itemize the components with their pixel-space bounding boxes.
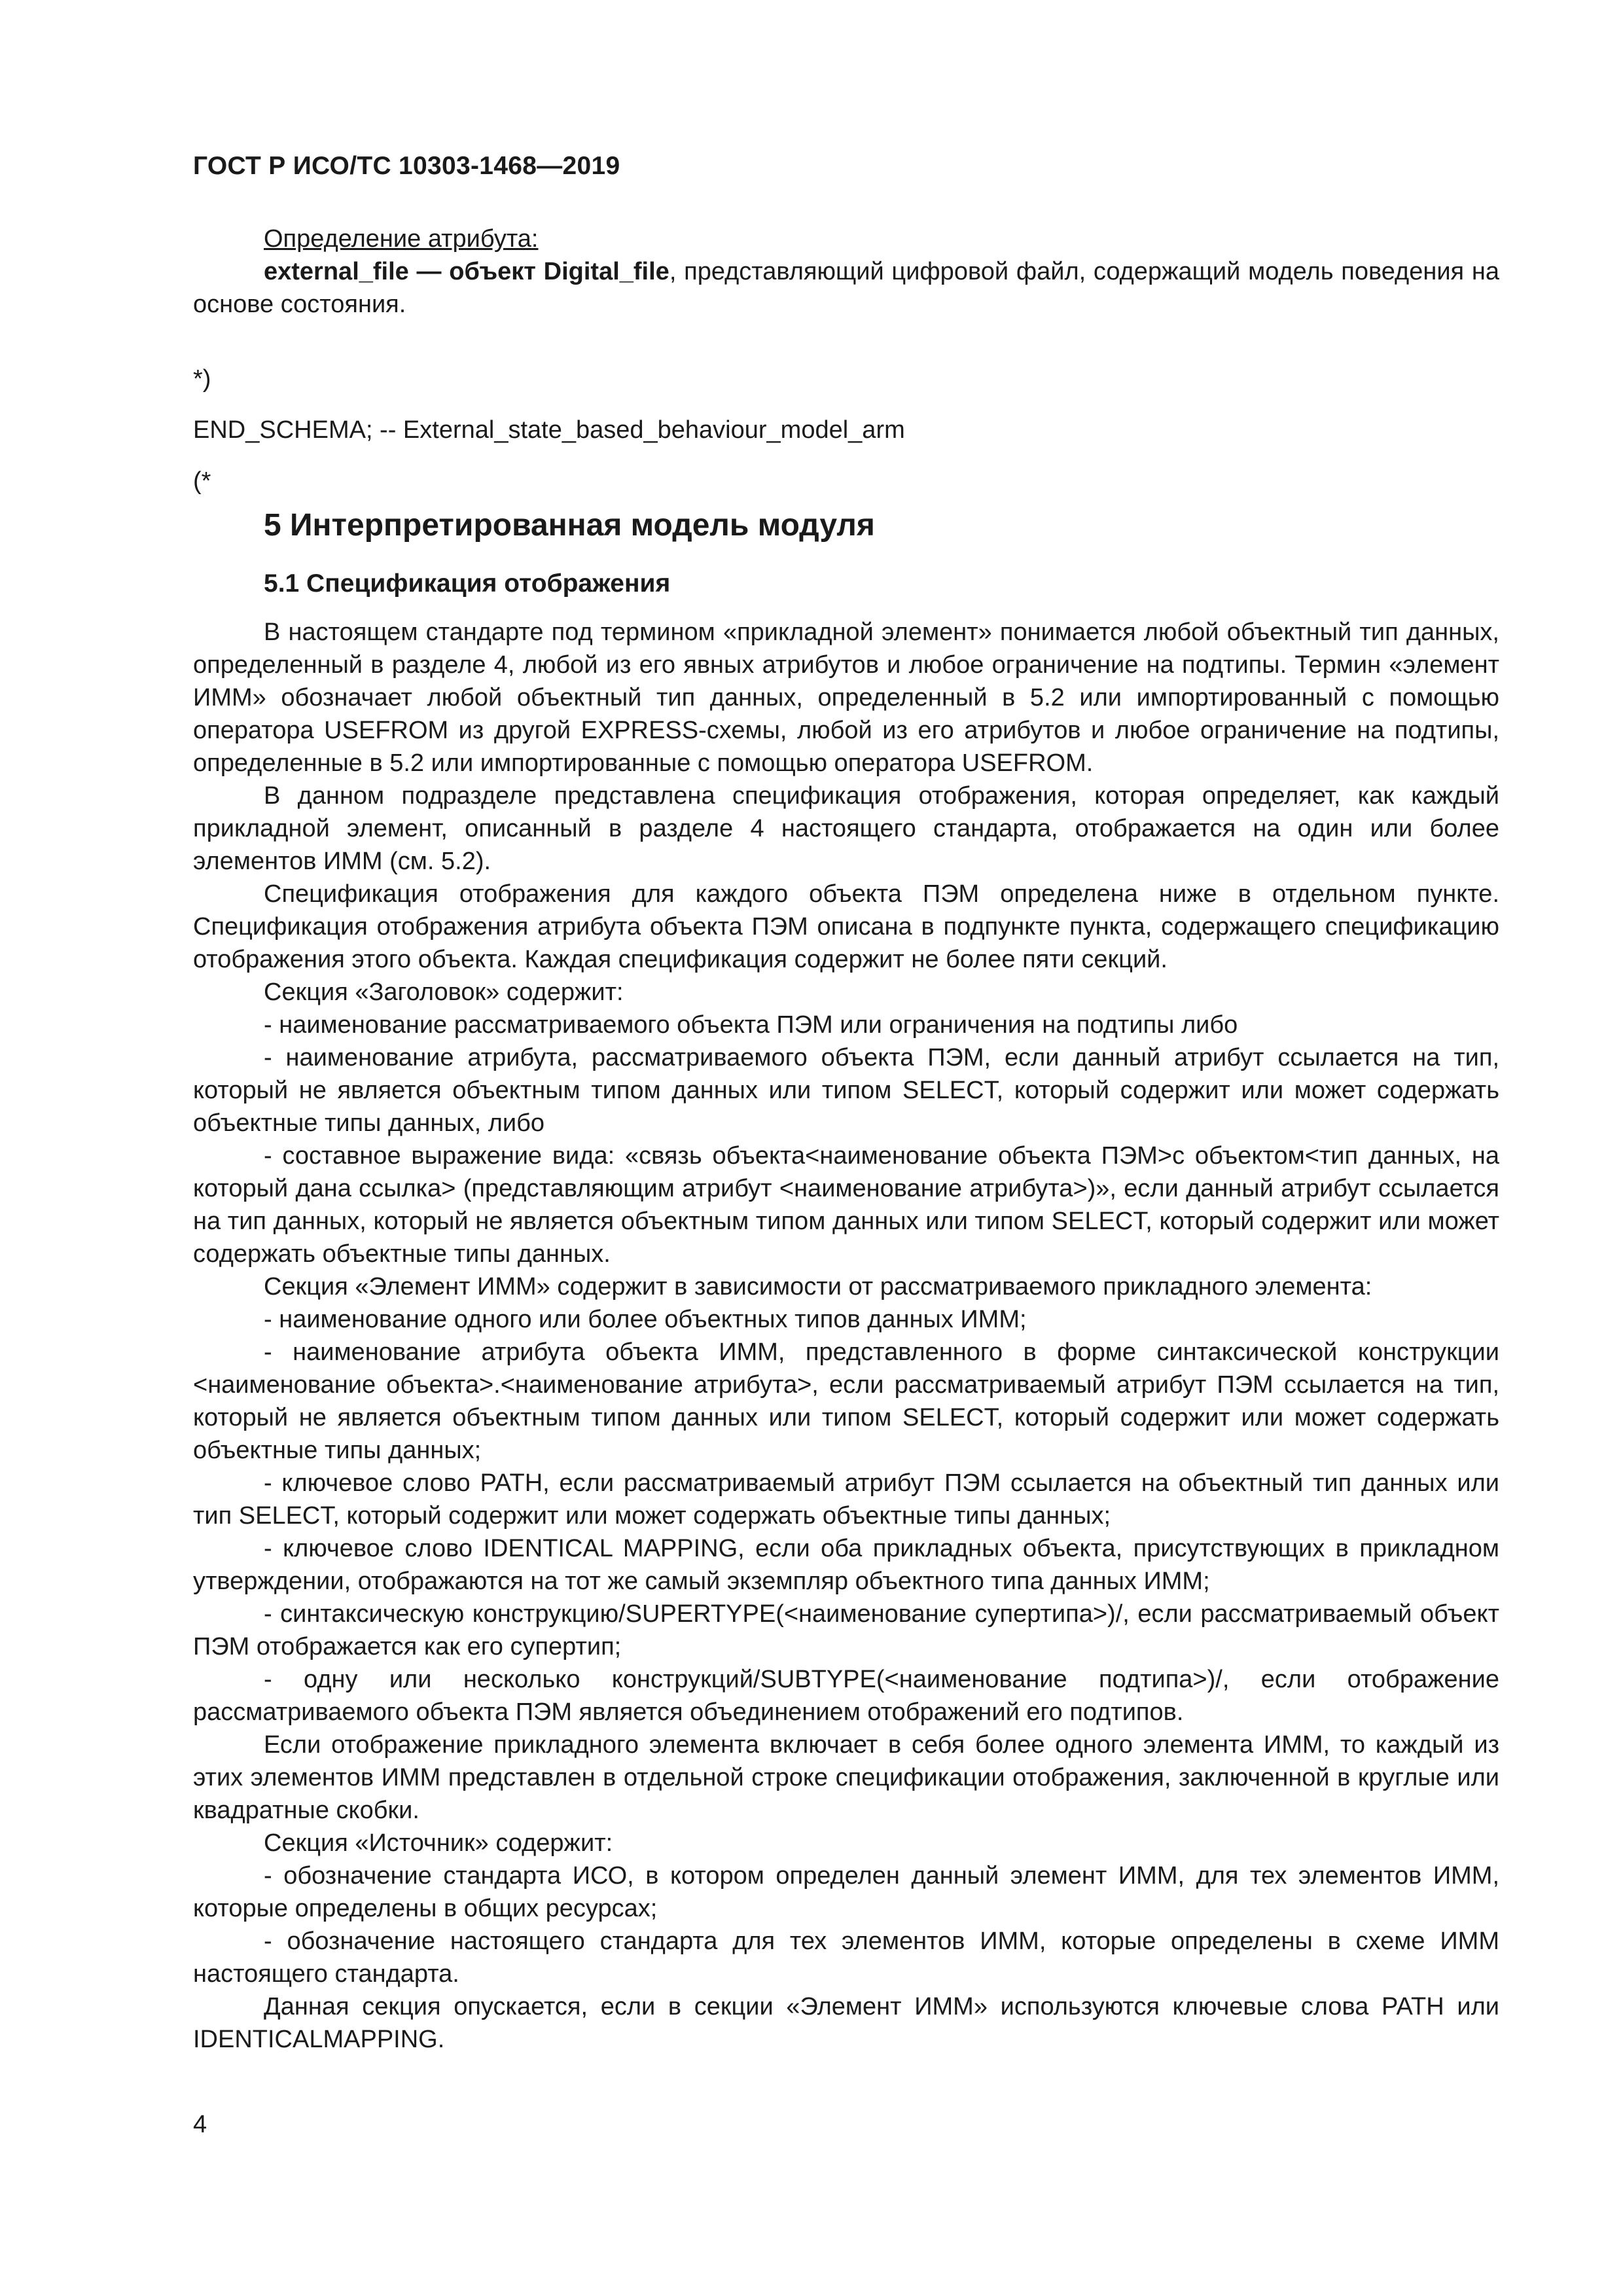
attribute-definition [193,223,1499,321]
list-item: - наименование рассматриваемого объекта ПЭМ или ограничения на подтипы либо [264,1011,1238,1039]
code-line-3: (* [193,467,211,495]
paragraph: Секция «Источник» содержит: [264,1829,613,1857]
code-line-1: *) [193,365,211,393]
list-item: - наименование одного или более объектных типов данных ИММ; [264,1306,1027,1333]
paragraph: Если отображение прикладного элемента включает в себя более одного элемента ИММ, то каждый из этих элементов ИММ представлен в отдельной строке спецификации отображения, заключенной в круглые или квадратные скобки. [193,1731,1499,1824]
definition-term: external_file — объект Digital_file [264,258,669,285]
subsection-title: 5.1 Спецификация отображения [264,569,671,598]
standard-header: ГОСТ Р ИСО/ТС 10303-1468—2019 [193,152,620,180]
paragraph: Данная секция опускается, если в секции «Элемент ИММ» используются ключевые слова PATH или IDENTICALMAPPING. [193,1993,1499,2053]
definition-text [193,255,1499,321]
definition-label: Определение атрибута: [264,225,539,253]
paragraph: Секция «Заголовок» содержит: [264,978,624,1006]
paragraph: Секция «Элемент ИММ» содержит в зависимости от рассматриваемого прикладного элемента: [264,1273,1372,1300]
paragraph: В настоящем стандарте под термином «прикладной элемент» понимается любой объектный тип данных, определенный в разделе 4, любой из его явных атрибутов и любое ограничение на подтипы. Термин «элемент ИММ» обозначает любой объектный тип данных, определенный в 5.2 или импортированный с помощью оператора USEFROM из другой EXPRESS-схемы, любой из его атрибутов и любое ограничение на подтипы, определенные в 5.2 или импортированные с помощью оператора USEFROM. [193,619,1499,777]
list-item: - составное выражение вида: «связь объекта<наименование объекта ПЭМ>с объектом<тип данных, на который дана ссылка> (представляющим атрибут <наименование атрибута>)», если данный атрибут ссылается на тип данных, который не является объектным типом данных или типом SELECT, который содержит или может содержать объектные типы данных. [193,1142,1499,1268]
body-text [193,616,1499,2056]
list-item: - ключевое слово IDENTICAL MAPPING, если оба прикладных объекта, присутствующих в прикладном утверждении, отображаются на тот же самый экземпляр объектного типа данных ИММ; [193,1535,1499,1595]
code-line-2: END_SCHEMA; -- External_state_based_behaviour_model_arm [193,416,905,444]
paragraph: В данном подразделе представлена спецификация отображения, которая определяет, как каждый прикладной элемент, описанный в разделе 4 настоящего стандарта, отображается на один или более элементов ИММ (см. 5.2). [193,782,1499,875]
definition-description: , представляющий цифровой файл, содержащий модель поведения на основе состояния. [193,258,1499,318]
list-item: - наименование атрибута объекта ИММ, представленного в форме синтаксической конструкции <наименование объекта>.<наименование атрибута>, если рассматриваемый атрибут ПЭМ ссылается на тип, который не является объектным типом данных или типом SELECT, который содержит или может содержать объектные типы данных; [193,1338,1499,1464]
section-title: 5 Интерпретированная модель модуля [264,508,875,543]
list-item: - обозначение настоящего стандарта для тех элементов ИММ, которые определены в схеме ИММ настоящего стандарта. [193,1928,1499,1988]
express-code [193,353,1499,507]
page-number: 4 [193,2111,207,2138]
list-item: - ключевое слово PATH, если рассматриваемый атрибут ПЭМ ссылается на объектный тип данных или тип SELECT, который содержит или может содержать объектные типы данных; [193,1469,1499,1530]
list-item: - обозначение стандарта ИСО, в котором определен данный элемент ИММ, для тех элементов ИММ, которые определены в общих ресурсах; [193,1862,1499,1922]
list-item: - одну или несколько конструкций/SUBTYPE(<наименование подтипа>)/, если отображение рассматриваемого объекта ПЭМ является объединением отображений его подтипов. [193,1666,1499,1726]
list-item: - синтаксическую конструкцию/SUPERTYPE(<наименование супертипа>)/, если рассматриваемый объект ПЭМ отображается как его супертип; [193,1600,1499,1660]
document-page [193,0,1499,2296]
paragraph: Спецификация отображения для каждого объекта ПЭМ определена ниже в отдельном пункте. Спецификация отображения атрибута объекта ПЭМ описана в подпункте пункта, содержащего спецификацию отображения этого объекта. Каждая спецификация содержит не более пяти секций. [193,880,1499,973]
list-item: - наименование атрибута, рассматриваемого объекта ПЭМ, если данный атрибут ссылается на тип, который не является объектным типом данных или типом SELECT, который содержит или может содержать объектные типы данных, либо [193,1044,1499,1137]
